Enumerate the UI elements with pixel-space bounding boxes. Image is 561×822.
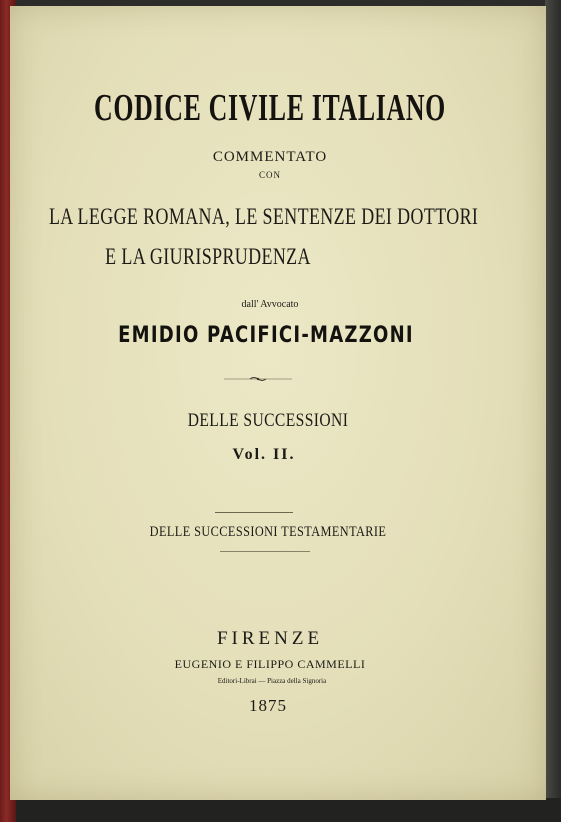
imprint-publisher-note: Editori-Librai — Piazza della Signoria	[217, 677, 327, 685]
title-page	[10, 6, 546, 800]
divider-rule-upper	[215, 512, 293, 513]
author-name: EMIDIO PACIFICI-MAZZONI	[118, 323, 414, 348]
subtitle-commentato: COMMENTATO	[212, 149, 328, 165]
subsection-title: DELLE SUCCESSIONI TESTAMENTARIE	[149, 524, 387, 540]
imprint-publisher: EUGENIO E FILIPPO CAMMELLI	[174, 657, 366, 671]
book-title: CODICE CIVILE ITALIANO	[94, 87, 446, 129]
subtitle-legge-romana: LA LEGGE ROMANA, LE SENTENZE DEI DOTTORI	[48, 204, 479, 229]
book-bottom-edge	[0, 798, 561, 822]
section-title: DELLE SUCCESSIONI	[187, 410, 349, 431]
book-right-edge	[545, 0, 561, 822]
ornament-divider	[222, 375, 294, 383]
subtitle-con: CON	[258, 170, 281, 180]
imprint-city: FIRENZE	[216, 628, 324, 649]
divider-rule-lower	[220, 551, 310, 552]
imprint-year: 1875	[249, 696, 287, 715]
subtitle-giurisprudenza: E LA GIURISPRUDENZA	[105, 244, 311, 269]
author-prefix: dall' Avvocato	[241, 299, 299, 310]
volume-label: Vol. II.	[232, 446, 296, 463]
